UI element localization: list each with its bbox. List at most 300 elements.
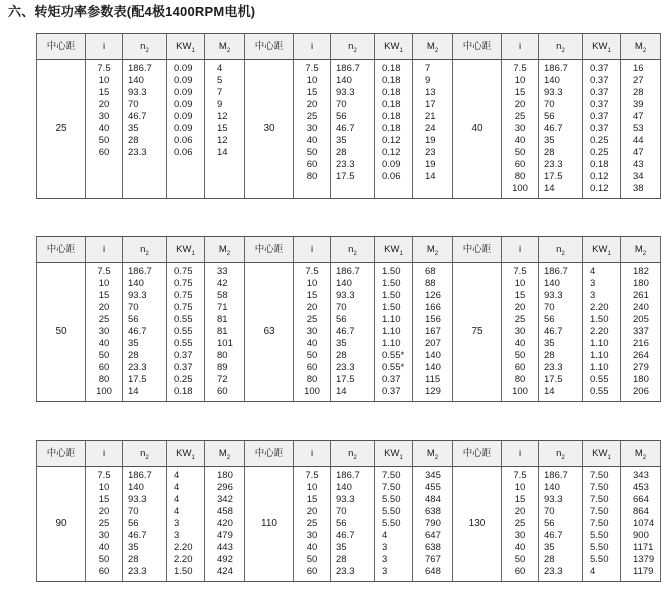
header-label: 中心距 bbox=[254, 243, 284, 255]
torque-value: 19 bbox=[425, 159, 436, 170]
torque-value: 638 bbox=[425, 542, 441, 553]
speed-value: 46.7 bbox=[544, 123, 563, 134]
header-torque bbox=[621, 237, 661, 263]
power-value: 1.50 bbox=[382, 266, 401, 277]
speed-value: 186.7 bbox=[336, 63, 360, 74]
ratio-value: 10 bbox=[514, 278, 526, 289]
torque-value: 443 bbox=[217, 542, 233, 553]
header-subscript: 2 bbox=[145, 250, 149, 257]
ratio-value: 10 bbox=[98, 482, 110, 493]
power-value: 0.09 bbox=[382, 159, 401, 170]
torque-value: 343 bbox=[633, 470, 649, 481]
torque-value: 7 bbox=[217, 87, 223, 98]
torque-value: 88 bbox=[425, 278, 436, 289]
speed-value: 56 bbox=[544, 314, 555, 325]
header-ratio bbox=[86, 34, 123, 60]
speed-value: 23.3 bbox=[544, 159, 563, 170]
header-subscript: 2 bbox=[226, 454, 231, 461]
torque-value: 458 bbox=[217, 506, 233, 517]
torque-value: 455 bbox=[425, 482, 441, 493]
speed-value: 70 bbox=[544, 99, 555, 110]
power-value: 5.50 bbox=[590, 530, 609, 541]
power-value: 1.50 bbox=[174, 566, 193, 577]
torque-column bbox=[621, 263, 661, 402]
ratio-value: 30 bbox=[514, 123, 526, 134]
speed-value: 140 bbox=[544, 482, 560, 493]
power-value: 2.20 bbox=[590, 302, 609, 313]
speed-value: 17.5 bbox=[336, 374, 355, 385]
ratio-value: 7.5 bbox=[305, 63, 319, 74]
speed-value: 28 bbox=[336, 554, 347, 565]
header-ratio bbox=[294, 441, 331, 467]
torque-value: 240 bbox=[633, 302, 649, 313]
power-value: 5.50 bbox=[382, 518, 401, 529]
header-label: i bbox=[310, 447, 314, 459]
data-row bbox=[37, 467, 661, 582]
center-distance-value: 63 bbox=[245, 263, 294, 402]
header-speed bbox=[331, 34, 375, 60]
header-label: n bbox=[348, 447, 354, 459]
power-value: 0.37 bbox=[382, 386, 401, 397]
ratio-value: 15 bbox=[306, 87, 318, 98]
header-subscript: 2 bbox=[145, 454, 149, 461]
ratio-value: 25 bbox=[514, 518, 526, 529]
header-subscript: 2 bbox=[642, 47, 647, 54]
header-speed bbox=[123, 34, 167, 60]
center-distance-value: 90 bbox=[37, 467, 86, 582]
speed-value: 35 bbox=[128, 338, 139, 349]
torque-value: 1379 bbox=[633, 554, 655, 565]
speed-value: 186.7 bbox=[544, 470, 568, 481]
torque-value: 1171 bbox=[633, 542, 654, 553]
power-value: 0.18 bbox=[382, 63, 401, 74]
header-subscript: 1 bbox=[607, 250, 611, 257]
ratio-value: 7.5 bbox=[513, 470, 527, 481]
power-value: 0.75 bbox=[174, 278, 193, 289]
header-subscript: 1 bbox=[191, 47, 195, 54]
header-power bbox=[167, 441, 205, 467]
center-distance-value: 40 bbox=[453, 60, 502, 199]
torque-value: 279 bbox=[633, 362, 649, 373]
ratio-value: 50 bbox=[514, 147, 526, 158]
torque-value: 23 bbox=[425, 147, 436, 158]
ratio-value: 60 bbox=[514, 159, 526, 170]
header-subscript: 2 bbox=[353, 250, 357, 257]
speed-value: 23.3 bbox=[128, 362, 147, 373]
ratio-value: 10 bbox=[306, 482, 318, 493]
power-value: 4 bbox=[590, 566, 596, 577]
torque-value: 261 bbox=[633, 290, 649, 301]
header-speed bbox=[123, 441, 167, 467]
torque-value: 205 bbox=[633, 314, 649, 325]
speed-value: 17.5 bbox=[544, 171, 563, 182]
power-value: 4 bbox=[174, 506, 180, 517]
torque-value: 664 bbox=[633, 494, 649, 505]
speed-column bbox=[539, 60, 583, 199]
header-ratio bbox=[502, 34, 539, 60]
speed-value: 186.7 bbox=[336, 470, 360, 481]
power-value: 0.25 bbox=[174, 374, 193, 385]
torque-value: 140 bbox=[425, 362, 441, 373]
header-power bbox=[583, 34, 621, 60]
speed-value: 35 bbox=[544, 338, 555, 349]
header-label: KW bbox=[176, 447, 192, 459]
ratio-column bbox=[502, 467, 539, 582]
speed-value: 17.5 bbox=[544, 374, 563, 385]
ratio-value: 25 bbox=[306, 314, 318, 325]
ratio-value: 15 bbox=[514, 494, 526, 505]
header-torque bbox=[413, 237, 453, 263]
power-value: 4 bbox=[590, 266, 596, 277]
header-label: M bbox=[634, 243, 643, 255]
torque-value: 47 bbox=[633, 111, 644, 122]
ratio-value: 100 bbox=[512, 386, 528, 397]
power-value: 0.75 bbox=[174, 266, 193, 277]
torque-value: 140 bbox=[425, 350, 441, 361]
power-value: 0.09 bbox=[174, 87, 193, 98]
center-distance-value: 130 bbox=[453, 467, 502, 582]
ratio-value: 80 bbox=[514, 374, 526, 385]
speed-value: 28 bbox=[128, 554, 139, 565]
header-label: M bbox=[426, 40, 435, 52]
power-value: 4 bbox=[174, 494, 180, 505]
torque-value: 479 bbox=[217, 530, 233, 541]
ratio-column bbox=[294, 60, 331, 199]
torque-column bbox=[205, 263, 245, 402]
header-ratio bbox=[502, 237, 539, 263]
torque-value: 207 bbox=[425, 338, 441, 349]
power-value: 0.18 bbox=[382, 123, 401, 134]
ratio-value: 60 bbox=[98, 147, 110, 158]
power-value: 0.55 bbox=[174, 338, 193, 349]
torque-value: 166 bbox=[425, 302, 441, 313]
power-value: 0.37 bbox=[590, 87, 609, 98]
power-value: 0.09 bbox=[174, 111, 193, 122]
header-torque bbox=[621, 441, 661, 467]
torque-value: 1074 bbox=[633, 518, 655, 529]
ratio-value: 25 bbox=[306, 518, 318, 529]
header-label: i bbox=[102, 447, 106, 459]
speed-value: 56 bbox=[128, 314, 139, 325]
torque-value: 89 bbox=[217, 362, 228, 373]
torque-value: 12 bbox=[217, 111, 228, 122]
parameter-table-block-2 bbox=[36, 236, 661, 402]
header-label: M bbox=[218, 447, 227, 459]
ratio-value: 80 bbox=[514, 171, 526, 182]
torque-value: 180 bbox=[633, 278, 649, 289]
torque-column bbox=[621, 60, 661, 199]
power-value: 2.20 bbox=[174, 542, 193, 553]
power-value: 7.50 bbox=[382, 470, 401, 481]
ratio-value: 40 bbox=[514, 542, 526, 553]
speed-value: 70 bbox=[336, 506, 347, 517]
speed-value: 93.3 bbox=[336, 290, 355, 301]
ratio-value: 15 bbox=[98, 290, 110, 301]
header-subscript: 2 bbox=[561, 47, 565, 54]
torque-value: 180 bbox=[217, 470, 233, 481]
torque-value: 17 bbox=[425, 99, 436, 110]
header-subscript: 2 bbox=[353, 47, 357, 54]
header-label: n bbox=[556, 243, 562, 255]
power-value: 5.50 bbox=[382, 494, 401, 505]
speed-value: 46.7 bbox=[128, 111, 147, 122]
power-column bbox=[167, 263, 205, 402]
ratio-column bbox=[86, 467, 123, 582]
header-power bbox=[375, 441, 413, 467]
speed-value: 28 bbox=[544, 554, 555, 565]
ratio-value: 40 bbox=[306, 135, 318, 146]
speed-column bbox=[331, 263, 375, 402]
torque-value: 337 bbox=[633, 326, 649, 337]
power-value: 1.50 bbox=[382, 290, 401, 301]
speed-value: 28 bbox=[128, 135, 139, 146]
speed-value: 186.7 bbox=[128, 470, 152, 481]
header-speed bbox=[123, 237, 167, 263]
speed-value: 56 bbox=[336, 111, 347, 122]
header-power bbox=[167, 34, 205, 60]
ratio-value: 10 bbox=[98, 278, 110, 289]
torque-value: 101 bbox=[217, 338, 233, 349]
speed-value: 56 bbox=[128, 518, 139, 529]
header-label: M bbox=[634, 40, 643, 52]
speed-value: 70 bbox=[544, 302, 555, 313]
ratio-column bbox=[502, 263, 539, 402]
ratio-value: 10 bbox=[98, 75, 110, 86]
power-value: 3 bbox=[590, 278, 596, 289]
header-label: n bbox=[556, 447, 562, 459]
ratio-value: 20 bbox=[514, 302, 526, 313]
ratio-value: 20 bbox=[514, 506, 526, 517]
torque-value: 14 bbox=[217, 147, 228, 158]
ratio-value: 100 bbox=[512, 183, 528, 194]
speed-value: 140 bbox=[544, 278, 560, 289]
header-label: 中心距 bbox=[462, 447, 492, 459]
power-value: 0.18 bbox=[382, 99, 401, 110]
ratio-value: 80 bbox=[306, 374, 318, 385]
ratio-value: 40 bbox=[98, 338, 110, 349]
power-value: 0.55 bbox=[174, 314, 193, 325]
torque-value: 115 bbox=[425, 374, 441, 385]
torque-value: 43 bbox=[633, 159, 644, 170]
ratio-value: 100 bbox=[96, 386, 112, 397]
header-subscript: 2 bbox=[561, 454, 565, 461]
ratio-value: 25 bbox=[98, 314, 110, 325]
speed-value: 23.3 bbox=[336, 566, 355, 577]
torque-value: 19 bbox=[425, 135, 436, 146]
header-subscript: 2 bbox=[353, 454, 357, 461]
ratio-value: 50 bbox=[514, 350, 526, 361]
torque-value: 7 bbox=[425, 63, 431, 74]
ratio-column bbox=[86, 60, 123, 199]
power-value: 0.37 bbox=[590, 75, 609, 86]
header-torque bbox=[205, 441, 245, 467]
torque-value: 182 bbox=[633, 266, 649, 277]
speed-value: 35 bbox=[336, 338, 347, 349]
torque-value: 790 bbox=[425, 518, 441, 529]
ratio-value: 50 bbox=[514, 554, 526, 565]
header-subscript: 2 bbox=[434, 47, 439, 54]
power-value: 5.50 bbox=[590, 542, 609, 553]
ratio-value: 7.5 bbox=[305, 470, 319, 481]
ratio-value: 15 bbox=[514, 87, 526, 98]
power-value: 0.55 bbox=[590, 374, 609, 385]
header-torque bbox=[205, 34, 245, 60]
header-label: 中心距 bbox=[46, 40, 76, 52]
torque-value: 864 bbox=[633, 506, 649, 517]
ratio-value: 60 bbox=[306, 566, 318, 577]
speed-value: 140 bbox=[336, 482, 352, 493]
power-value: 1.50 bbox=[382, 278, 401, 289]
ratio-value: 50 bbox=[306, 147, 318, 158]
power-value: 0.12 bbox=[382, 135, 401, 146]
torque-value: 342 bbox=[217, 494, 233, 505]
header-label: KW bbox=[384, 447, 400, 459]
ratio-value: 7.5 bbox=[97, 266, 111, 277]
torque-value: 71 bbox=[217, 302, 228, 313]
header-label: n bbox=[140, 243, 146, 255]
ratio-value: 15 bbox=[98, 494, 110, 505]
torque-value: 38 bbox=[633, 183, 644, 194]
header-subscript: 1 bbox=[399, 47, 403, 54]
power-value: 7.50 bbox=[590, 518, 609, 529]
speed-value: 14 bbox=[544, 183, 555, 194]
ratio-value: 40 bbox=[98, 123, 110, 134]
header-ratio bbox=[294, 237, 331, 263]
header-distance bbox=[453, 237, 502, 263]
speed-value: 14 bbox=[336, 386, 347, 397]
speed-value: 93.3 bbox=[128, 290, 147, 301]
power-value: 0.12 bbox=[590, 171, 609, 182]
speed-value: 56 bbox=[544, 518, 555, 529]
power-value: 3 bbox=[174, 530, 180, 541]
header-speed bbox=[539, 441, 583, 467]
power-value: 0.37 bbox=[382, 374, 401, 385]
header-speed bbox=[539, 237, 583, 263]
page-title: 六、转矩功率参数表(配4极1400RPM电机) bbox=[8, 4, 256, 19]
speed-value: 35 bbox=[336, 542, 347, 553]
header-label: n bbox=[140, 40, 146, 52]
torque-value: 9 bbox=[425, 75, 431, 86]
header-label: i bbox=[102, 40, 106, 52]
ratio-value: 7.5 bbox=[97, 470, 111, 481]
data-row bbox=[37, 263, 661, 402]
torque-value: 60 bbox=[217, 386, 228, 397]
torque-value: 767 bbox=[425, 554, 441, 565]
header-subscript: 1 bbox=[191, 250, 195, 257]
power-value: 0.37 bbox=[590, 63, 609, 74]
power-column bbox=[375, 467, 413, 582]
ratio-value: 100 bbox=[304, 386, 320, 397]
ratio-value: 30 bbox=[306, 326, 318, 337]
torque-value: 39 bbox=[633, 99, 644, 110]
speed-value: 93.3 bbox=[544, 290, 563, 301]
speed-value: 46.7 bbox=[336, 530, 355, 541]
ratio-value: 40 bbox=[514, 135, 526, 146]
speed-value: 17.5 bbox=[128, 374, 147, 385]
ratio-value: 7.5 bbox=[305, 266, 319, 277]
header-label: i bbox=[518, 447, 522, 459]
center-distance-value: 25 bbox=[37, 60, 86, 199]
ratio-value: 20 bbox=[514, 99, 526, 110]
torque-value: 129 bbox=[425, 386, 441, 397]
speed-value: 70 bbox=[128, 506, 139, 517]
speed-value: 35 bbox=[128, 123, 139, 134]
torque-value: 27 bbox=[633, 75, 644, 86]
speed-value: 17.5 bbox=[336, 171, 355, 182]
power-value: 1.50 bbox=[382, 302, 401, 313]
ratio-value: 60 bbox=[514, 566, 526, 577]
ratio-column bbox=[294, 467, 331, 582]
speed-value: 46.7 bbox=[544, 530, 563, 541]
power-value: 0.75 bbox=[174, 290, 193, 301]
speed-value: 140 bbox=[336, 278, 352, 289]
header-subscript: 1 bbox=[607, 47, 611, 54]
header-distance bbox=[453, 34, 502, 60]
power-value: 5.50 bbox=[590, 554, 609, 565]
ratio-column bbox=[502, 60, 539, 199]
power-column bbox=[375, 263, 413, 402]
speed-value: 14 bbox=[128, 386, 139, 397]
speed-value: 93.3 bbox=[336, 87, 355, 98]
power-value: 0.37 bbox=[590, 123, 609, 134]
ratio-value: 15 bbox=[98, 87, 110, 98]
header-subscript: 2 bbox=[434, 454, 439, 461]
ratio-value: 25 bbox=[514, 314, 526, 325]
torque-value: 81 bbox=[217, 326, 228, 337]
power-value: 5.50 bbox=[382, 506, 401, 517]
torque-value: 900 bbox=[633, 530, 649, 541]
header-label: KW bbox=[176, 40, 192, 52]
ratio-value: 20 bbox=[306, 302, 318, 313]
ratio-value: 30 bbox=[514, 326, 526, 337]
torque-value: 424 bbox=[217, 566, 233, 577]
ratio-value: 20 bbox=[306, 506, 318, 517]
speed-value: 46.7 bbox=[128, 326, 147, 337]
ratio-value: 7.5 bbox=[513, 63, 527, 74]
torque-value: 420 bbox=[217, 518, 233, 529]
speed-value: 140 bbox=[128, 75, 144, 86]
header-distance bbox=[245, 237, 294, 263]
ratio-value: 15 bbox=[514, 290, 526, 301]
power-value: 3 bbox=[590, 290, 596, 301]
power-column bbox=[167, 60, 205, 199]
header-label: n bbox=[348, 243, 354, 255]
torque-value: 24 bbox=[425, 123, 436, 134]
torque-value: 484 bbox=[425, 494, 441, 505]
ratio-value: 10 bbox=[514, 482, 526, 493]
torque-value: 81 bbox=[217, 314, 228, 325]
speed-value: 35 bbox=[336, 135, 347, 146]
ratio-value: 30 bbox=[98, 530, 110, 541]
power-value: 1.10 bbox=[590, 338, 609, 349]
torque-value: 80 bbox=[217, 350, 228, 361]
speed-value: 93.3 bbox=[128, 494, 147, 505]
center-distance-value: 50 bbox=[37, 263, 86, 402]
power-value: 7.50 bbox=[590, 482, 609, 493]
header-subscript: 1 bbox=[399, 250, 403, 257]
ratio-value: 20 bbox=[98, 506, 110, 517]
power-value: 0.18 bbox=[382, 111, 401, 122]
header-label: 中心距 bbox=[254, 40, 284, 52]
torque-value: 58 bbox=[217, 290, 228, 301]
ratio-value: 15 bbox=[306, 494, 318, 505]
torque-value: 264 bbox=[633, 350, 649, 361]
power-value: 0.37 bbox=[174, 362, 193, 373]
ratio-value: 7.5 bbox=[513, 266, 527, 277]
ratio-value: 30 bbox=[98, 326, 110, 337]
ratio-value: 7.5 bbox=[97, 63, 111, 74]
power-column bbox=[375, 60, 413, 199]
